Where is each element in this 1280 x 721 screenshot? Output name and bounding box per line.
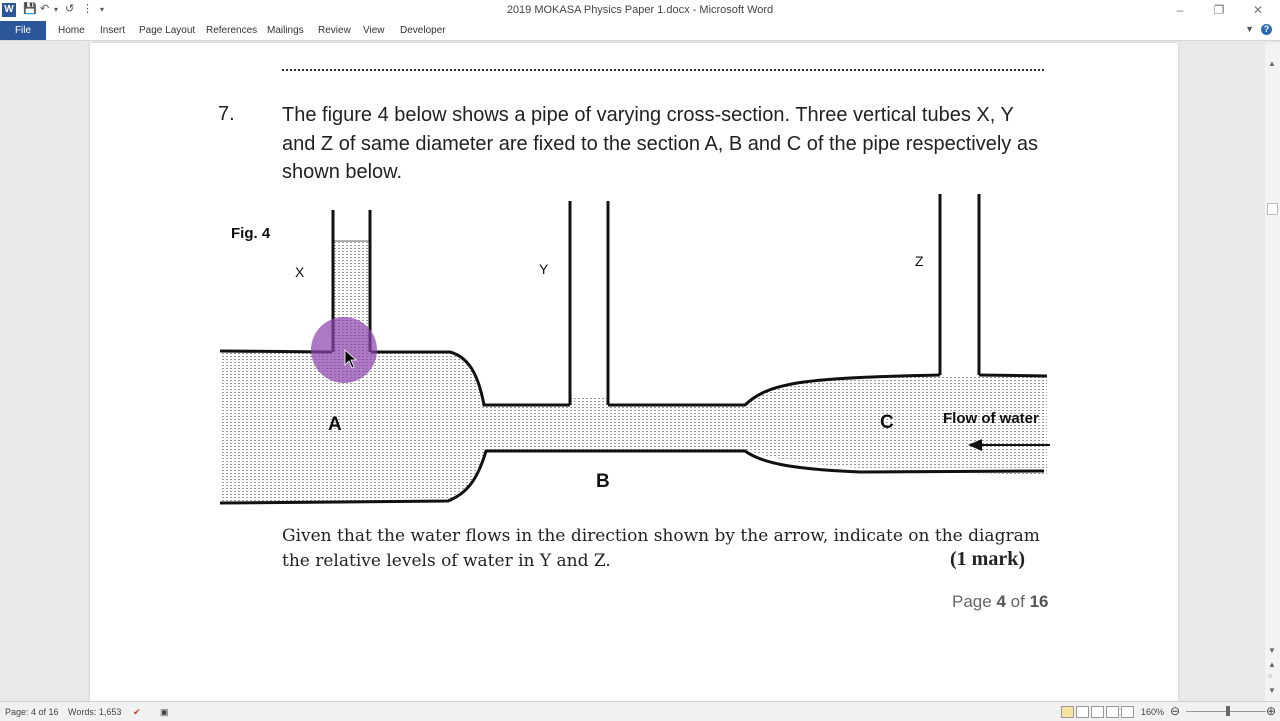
scroll-down-icon[interactable]: ▼ bbox=[1268, 646, 1276, 655]
print-layout-view-icon[interactable] bbox=[1061, 706, 1074, 718]
tab-review[interactable]: Review bbox=[318, 25, 351, 36]
question-text: The figure 4 below shows a pipe of varying cross-section. Three vertical tubes X, Y and Z of same diameter are fixed to the section A, B and C of the pipe respectively as shown below. bbox=[282, 104, 1038, 183]
tab-developer[interactable]: Developer bbox=[400, 25, 446, 36]
ribbon-collapse-icon[interactable]: ▼ bbox=[1245, 24, 1254, 34]
instruction-text: Given that the water flows in the direction shown by the arrow, indicate on the diagram the relative levels of water in Y and Z. bbox=[282, 526, 1040, 571]
document-page[interactable] bbox=[90, 43, 1178, 701]
customize-icon[interactable]: ⋮ bbox=[82, 3, 93, 15]
tab-page-layout[interactable]: Page Layout bbox=[139, 25, 196, 36]
next-page-icon[interactable]: ▼ bbox=[1268, 686, 1276, 695]
status-bar bbox=[0, 701, 1280, 721]
answer-dotted-line bbox=[282, 65, 1044, 71]
fig-title: Fig. 4 bbox=[231, 225, 271, 242]
web-layout-icon[interactable] bbox=[1091, 706, 1104, 718]
tab-home[interactable]: Home bbox=[58, 25, 85, 36]
zoom-level[interactable]: 160% bbox=[1141, 707, 1165, 717]
macro-record-icon[interactable]: ▣ bbox=[160, 707, 169, 717]
tube-label-x: X bbox=[295, 264, 305, 280]
section-label-b: B bbox=[596, 471, 610, 492]
quick-access-dropdown-icon[interactable]: ▾ bbox=[100, 5, 105, 14]
zoom-out-icon[interactable]: ⊖ bbox=[1170, 704, 1181, 718]
help-icon[interactable]: ? bbox=[1261, 24, 1272, 35]
tube-label-z: Z bbox=[915, 253, 924, 269]
fig4-pipe-diagram bbox=[90, 193, 1178, 523]
previous-page-icon[interactable]: ▲ bbox=[1268, 660, 1276, 669]
section-label-c: C bbox=[880, 412, 894, 433]
zoom-slider-thumb[interactable] bbox=[1226, 706, 1230, 716]
flow-label: Flow of water bbox=[943, 410, 1039, 427]
vertical-scrollbar[interactable] bbox=[1265, 43, 1280, 701]
save-icon[interactable]: 💾 bbox=[23, 3, 37, 15]
zoom-in-icon[interactable]: ⊕ bbox=[1266, 704, 1277, 718]
undo-dropdown-icon[interactable]: ▾ bbox=[54, 5, 59, 14]
proofing-icon[interactable]: ✔ bbox=[133, 707, 141, 717]
mark-allocation: (1 mark) bbox=[950, 548, 1025, 570]
status-words[interactable]: Words: 1,653 bbox=[68, 707, 122, 717]
tab-file[interactable]: File bbox=[0, 21, 46, 40]
draft-view-icon[interactable] bbox=[1121, 706, 1134, 718]
close-icon[interactable]: ✕ bbox=[1252, 3, 1264, 17]
page-of: of bbox=[1010, 592, 1025, 611]
tab-mailings[interactable]: Mailings bbox=[267, 25, 304, 36]
ribbon-tabs bbox=[0, 21, 1280, 41]
tab-view[interactable]: View bbox=[363, 25, 385, 36]
full-screen-reading-icon[interactable] bbox=[1076, 706, 1089, 718]
status-page[interactable]: Page: 4 of 16 bbox=[5, 707, 59, 717]
page-label: Page bbox=[952, 592, 992, 611]
tab-references[interactable]: References bbox=[206, 25, 258, 36]
page-number-footer bbox=[952, 592, 1048, 612]
minimize-icon[interactable]: – bbox=[1176, 3, 1184, 17]
title-bar bbox=[0, 0, 1280, 21]
cursor-highlight bbox=[311, 317, 377, 383]
restore-icon[interactable]: ❐ bbox=[1213, 3, 1225, 17]
undo-icon[interactable]: ↶ bbox=[40, 3, 50, 15]
browse-object-icon[interactable]: ○ bbox=[1268, 673, 1273, 680]
tab-insert[interactable]: Insert bbox=[100, 25, 126, 36]
scroll-thumb[interactable] bbox=[1267, 203, 1278, 215]
redo-icon[interactable]: ↺ bbox=[65, 3, 75, 15]
word-app-icon[interactable]: W bbox=[2, 3, 16, 17]
section-label-a: A bbox=[328, 414, 342, 435]
page-current: 4 bbox=[996, 592, 1006, 611]
scroll-up-icon[interactable]: ▲ bbox=[1268, 59, 1276, 68]
page-total: 16 bbox=[1029, 592, 1049, 611]
tube-label-y: Y bbox=[539, 261, 549, 277]
outline-view-icon[interactable] bbox=[1106, 706, 1119, 718]
question-number: 7. bbox=[218, 103, 235, 125]
window-title: 2019 MOKASA Physics Paper 1.docx - Microsoft Word bbox=[506, 4, 774, 16]
